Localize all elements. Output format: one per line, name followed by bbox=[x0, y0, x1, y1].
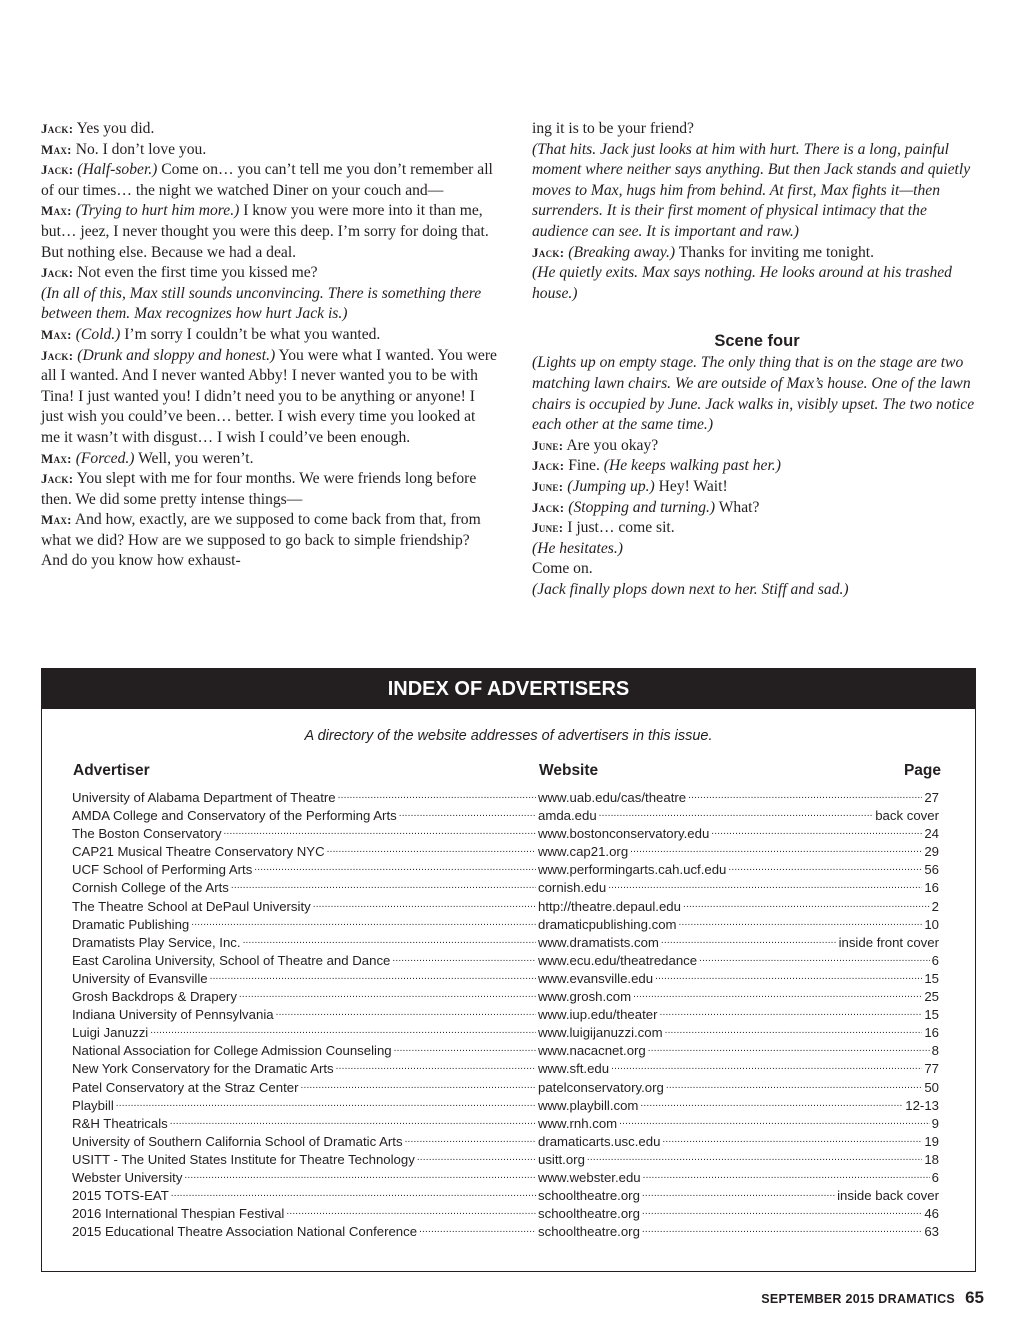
advertiser-page: 19 bbox=[924, 1133, 939, 1149]
script-paragraph bbox=[41, 119, 497, 140]
advertiser-website-cell bbox=[538, 970, 939, 988]
script-paragraph bbox=[41, 201, 497, 263]
advertiser-website[interactable]: schooltheatre.org bbox=[538, 1206, 640, 1222]
script-paragraph bbox=[41, 510, 497, 572]
dialogue-text: Thanks for inviting me tonight. bbox=[675, 243, 875, 261]
advertiser-page: 56 bbox=[924, 862, 939, 878]
advertiser-page: 50 bbox=[924, 1079, 939, 1095]
script-paragraph bbox=[41, 449, 497, 470]
advertiser-page: 29 bbox=[924, 844, 939, 860]
speaker-name: Jack: bbox=[41, 347, 74, 363]
dot-leader bbox=[611, 1060, 922, 1078]
script-paragraph bbox=[532, 140, 982, 243]
dot-leader bbox=[338, 789, 536, 807]
advertiser-row bbox=[42, 916, 975, 934]
script-block-scene-four bbox=[532, 353, 982, 600]
advertiser-name: USITT - The United States Institute for Theatre Technology bbox=[72, 1151, 415, 1167]
advertiser-row bbox=[42, 1223, 975, 1241]
stage-direction: (Jack finally plops down next to her. Stiff and sad.) bbox=[532, 580, 849, 598]
speaker-name: Max: bbox=[41, 326, 72, 342]
advertiser-row bbox=[42, 1024, 975, 1042]
advertiser-page: 18 bbox=[924, 1151, 939, 1167]
script-paragraph bbox=[41, 325, 497, 346]
advertiser-website-cell bbox=[538, 988, 939, 1006]
advertiser-page: 10 bbox=[924, 916, 939, 932]
advertiser-name-cell bbox=[72, 934, 538, 952]
dot-leader bbox=[286, 1205, 536, 1223]
dot-leader bbox=[599, 807, 874, 825]
script-paragraph bbox=[532, 539, 982, 560]
advertiser-row bbox=[42, 1205, 975, 1223]
advertiser-website[interactable]: www.performingarts.cah.ucf.edu bbox=[538, 862, 727, 878]
advertiser-name-cell bbox=[72, 1205, 538, 1223]
footer-issue: SEPTEMBER 2015 DRAMATICS bbox=[761, 1292, 956, 1306]
script-paragraph bbox=[532, 353, 982, 435]
page-footer bbox=[761, 1288, 984, 1308]
advertiser-table-body bbox=[42, 789, 975, 1241]
script-paragraph bbox=[41, 346, 497, 449]
dot-leader bbox=[666, 1079, 922, 1097]
advertiser-website-cell bbox=[538, 1205, 939, 1223]
advertiser-website[interactable]: www.sft.edu bbox=[538, 1061, 610, 1077]
advertiser-website[interactable]: usitt.org bbox=[538, 1151, 585, 1167]
advertiser-website[interactable]: www.evansville.edu bbox=[538, 970, 654, 986]
advertiser-name-cell bbox=[72, 1151, 538, 1169]
advertiser-page: 6 bbox=[931, 1169, 939, 1185]
stage-direction: (He hesitates.) bbox=[532, 539, 623, 557]
dot-leader bbox=[392, 952, 536, 970]
advertiser-name-cell bbox=[72, 1223, 538, 1241]
advertiser-page: back cover bbox=[875, 808, 939, 824]
advertiser-row bbox=[42, 898, 975, 916]
advertiser-name: The Theatre School at DePaul University bbox=[72, 898, 311, 914]
dot-leader bbox=[327, 843, 536, 861]
dialogue-text: Come on… you can’t tell me you don’t remember all of our times… the night we watched Diner on your couch and— bbox=[41, 161, 493, 199]
script-paragraph bbox=[41, 284, 497, 325]
advertiser-name-cell bbox=[72, 843, 538, 861]
advertiser-row bbox=[42, 807, 975, 825]
advertiser-row bbox=[42, 1006, 975, 1024]
dot-leader bbox=[239, 988, 536, 1006]
dot-leader bbox=[643, 1169, 930, 1187]
advertiser-row bbox=[42, 1115, 975, 1133]
stage-direction: (Forced.) bbox=[75, 449, 135, 467]
advertiser-website-cell bbox=[538, 843, 939, 861]
advertiser-name-cell bbox=[72, 879, 538, 897]
advertiser-name: University of Evansville bbox=[72, 970, 208, 986]
dot-leader bbox=[699, 952, 930, 970]
advertiser-name: Patel Conservatory at the Straz Center bbox=[72, 1079, 299, 1095]
advertiser-website-cell bbox=[538, 1060, 939, 1078]
script-block-scene-three-end bbox=[532, 119, 982, 304]
advertiser-name-cell bbox=[72, 1079, 538, 1097]
advertiser-name-cell bbox=[72, 1187, 538, 1205]
advertiser-name-cell bbox=[72, 1024, 538, 1042]
advertiser-name: University of Southern California School of Dramatic Arts bbox=[72, 1133, 403, 1149]
dot-leader bbox=[254, 861, 536, 879]
script-paragraph bbox=[532, 119, 982, 140]
advertiser-name-cell bbox=[72, 861, 538, 879]
advertiser-name-cell bbox=[72, 1133, 538, 1151]
speaker-name: Jack: bbox=[41, 162, 74, 178]
advertiser-name-cell bbox=[72, 898, 538, 916]
script-paragraph bbox=[532, 580, 982, 601]
advertiser-page: 9 bbox=[931, 1115, 939, 1131]
dot-leader bbox=[150, 1024, 536, 1042]
dot-leader bbox=[276, 1006, 536, 1024]
advertiser-website-cell bbox=[538, 1187, 939, 1205]
advertiser-row bbox=[42, 1042, 975, 1060]
advertiser-row bbox=[42, 1187, 975, 1205]
advertiser-name: University of Alabama Department of Theatre bbox=[72, 790, 336, 805]
advertiser-website[interactable]: http://theatre.depaul.edu bbox=[538, 898, 681, 914]
advertiser-name-cell bbox=[72, 988, 538, 1006]
advertiser-row bbox=[42, 879, 975, 897]
advertiser-name: 2015 Educational Theatre Association National Conference bbox=[72, 1224, 418, 1240]
advertiser-index bbox=[41, 668, 976, 1272]
dialogue-text: What? bbox=[715, 498, 760, 516]
script-paragraph bbox=[532, 498, 982, 519]
advertiser-website-cell bbox=[538, 952, 939, 970]
advertiser-page: 16 bbox=[924, 880, 939, 896]
advertiser-page: 24 bbox=[924, 826, 939, 842]
script-paragraph bbox=[532, 456, 982, 477]
stage-direction: (He keeps walking past her.) bbox=[603, 457, 781, 475]
advertiser-website-cell bbox=[538, 825, 939, 843]
script-column-left bbox=[41, 119, 497, 572]
advertiser-website-cell bbox=[538, 879, 939, 897]
speaker-name: Jack: bbox=[532, 499, 565, 515]
advertiser-name-cell bbox=[72, 825, 538, 843]
scene-heading: Scene four bbox=[714, 332, 800, 351]
column-header-advertiser: Advertiser bbox=[73, 762, 150, 779]
advertiser-row bbox=[42, 1133, 975, 1151]
dialogue-text: Are you okay? bbox=[563, 436, 659, 454]
advertiser-website[interactable]: www.playbill.com bbox=[538, 1097, 639, 1113]
dot-leader bbox=[633, 988, 922, 1006]
dot-leader bbox=[336, 1060, 536, 1078]
advertiser-website[interactable]: www.grosh.com bbox=[538, 989, 632, 1005]
advertiser-website[interactable]: schooltheatre.org bbox=[538, 1224, 640, 1240]
speaker-name: Jack: bbox=[532, 458, 565, 474]
advertiser-name-cell bbox=[72, 952, 538, 970]
advertiser-name: UCF School of Performing Arts bbox=[72, 862, 253, 878]
dot-leader bbox=[301, 1079, 537, 1097]
advertiser-row bbox=[42, 861, 975, 879]
advertiser-index-title: INDEX OF ADVERTISERS bbox=[42, 669, 975, 709]
stage-direction: (Lights up on empty stage. The only thing that is on the stage are two matching lawn chairs. We are outside of Max’s house. One of the lawn chairs is occupied by June. Jack walks in, visibly upset. The two notice each other at the same time.) bbox=[532, 354, 975, 434]
stage-direction: (In all of this, Max still sounds unconvincing. There is something there between them. Max recognizes how hurt Jack is.) bbox=[41, 284, 482, 323]
advertiser-name: Dramatists Play Service, Inc. bbox=[72, 934, 241, 950]
dot-leader bbox=[313, 898, 536, 916]
advertiser-page: 12-13 bbox=[905, 1097, 939, 1113]
advertiser-website-cell bbox=[538, 934, 939, 952]
advertiser-row bbox=[42, 1060, 975, 1078]
advertiser-website-cell bbox=[538, 916, 939, 934]
dot-leader bbox=[642, 1223, 922, 1241]
stage-direction: (Breaking away.) bbox=[568, 243, 676, 261]
dot-leader bbox=[405, 1133, 536, 1151]
advertiser-website[interactable]: www.iup.edu/theater bbox=[538, 1007, 658, 1023]
speaker-name: June: bbox=[532, 478, 564, 494]
script-paragraph bbox=[532, 263, 982, 304]
advertiser-name: New York Conservatory for the Dramatic Arts bbox=[72, 1061, 334, 1077]
advertiser-website-cell bbox=[538, 1133, 939, 1151]
advertiser-page: 2 bbox=[931, 898, 939, 914]
speaker-name: Max: bbox=[41, 141, 72, 157]
advertiser-name: Dramatic Publishing bbox=[72, 916, 190, 932]
dialogue-text: And how, exactly, are we supposed to come back from that, from what we did? How are we supposed to go back to simple friendship? And do you know how exhaust- bbox=[41, 511, 481, 570]
advertiser-website[interactable]: patelconservatory.org bbox=[538, 1079, 664, 1095]
stage-direction: (Stopping and turning.) bbox=[568, 498, 716, 516]
advertiser-row bbox=[42, 789, 975, 807]
column-header-page: Page bbox=[903, 762, 941, 779]
dialogue-text: ing it is to be your friend? bbox=[532, 120, 694, 137]
advertiser-name: Cornish College of the Arts bbox=[72, 880, 229, 896]
advertiser-page: 15 bbox=[924, 1007, 939, 1023]
advertiser-row bbox=[42, 970, 975, 988]
advertiser-website[interactable]: www.rnh.com bbox=[538, 1115, 618, 1131]
advertiser-name: Grosh Backdrops & Drapery bbox=[72, 989, 237, 1005]
advertiser-website-cell bbox=[538, 1024, 939, 1042]
speaker-name: Jack: bbox=[41, 471, 74, 487]
dialogue-text: No. I don’t love you. bbox=[71, 140, 207, 158]
advertiser-website-cell bbox=[538, 861, 939, 879]
stage-direction: (Jumping up.) bbox=[567, 477, 655, 495]
dot-leader bbox=[608, 879, 922, 897]
advertiser-website-cell bbox=[538, 1006, 939, 1024]
dot-leader bbox=[231, 879, 536, 897]
dialogue-text: Fine. bbox=[564, 457, 604, 475]
dialogue-text: I know you were more into it than me, but… jeez, I never thought you were this deep. I’m sorry for doing that. But nothing else. Because we had a deal. bbox=[41, 202, 489, 261]
advertiser-name: Luigi Januzzi bbox=[72, 1025, 149, 1041]
advertiser-page: 6 bbox=[931, 952, 939, 968]
script-paragraph bbox=[41, 140, 497, 161]
advertiser-page: 27 bbox=[924, 790, 939, 805]
advertiser-page: inside back cover bbox=[837, 1188, 939, 1204]
speaker-name: Max: bbox=[41, 203, 72, 219]
advertiser-name: National Association for College Admission Counseling bbox=[72, 1043, 392, 1059]
advertiser-website-cell bbox=[538, 1223, 939, 1241]
advertiser-website-cell bbox=[538, 1042, 939, 1060]
dot-leader bbox=[711, 825, 922, 843]
advertiser-row bbox=[42, 1169, 975, 1187]
advertiser-row bbox=[42, 1079, 975, 1097]
advertiser-row bbox=[42, 1151, 975, 1169]
dot-leader bbox=[655, 970, 922, 988]
dot-leader bbox=[171, 1187, 536, 1205]
dot-leader bbox=[660, 1006, 923, 1024]
advertiser-row bbox=[42, 825, 975, 843]
advertiser-name: The Boston Conservatory bbox=[72, 826, 222, 842]
advertiser-page: 46 bbox=[924, 1206, 939, 1222]
advertiser-name: Playbill bbox=[72, 1097, 114, 1113]
dot-leader bbox=[728, 861, 922, 879]
advertiser-website[interactable]: schooltheatre.org bbox=[538, 1188, 640, 1204]
advertiser-row bbox=[42, 988, 975, 1006]
advertiser-row bbox=[42, 934, 975, 952]
advertiser-website[interactable]: amda.edu bbox=[538, 808, 597, 824]
dot-leader bbox=[661, 934, 837, 952]
advertiser-website[interactable]: www.webster.edu bbox=[538, 1169, 641, 1185]
script-paragraph bbox=[41, 263, 497, 284]
dot-leader bbox=[419, 1223, 536, 1241]
stage-direction: (Drunk and sloppy and honest.) bbox=[77, 346, 276, 364]
script-paragraph bbox=[532, 436, 982, 457]
advertiser-website-cell bbox=[538, 1115, 939, 1133]
dot-leader bbox=[688, 789, 922, 807]
advertiser-website[interactable]: cornish.edu bbox=[538, 880, 607, 896]
advertiser-name-cell bbox=[72, 1169, 538, 1187]
advertiser-name: Indiana University of Pennsylvania bbox=[72, 1007, 274, 1023]
advertiser-name: CAP21 Musical Theatre Conservatory NYC bbox=[72, 844, 325, 860]
advertiser-website-cell bbox=[538, 807, 939, 825]
advertiser-name-cell bbox=[72, 807, 538, 825]
dialogue-text: You were what I wanted. You were all I wanted. And I never wanted Abby! I never wanted you to be with Tina! I just wanted you! I didn’t need you to be anything or anyone! I just wish you could’ve been… better. I wish every time you looked at me it wasn’t with disgust… I wish I could’ve been enough. bbox=[41, 346, 497, 446]
advertiser-website[interactable]: www.nacacnet.org bbox=[538, 1043, 646, 1059]
dot-leader bbox=[224, 825, 536, 843]
speaker-name: June: bbox=[532, 520, 564, 536]
dot-leader bbox=[683, 898, 930, 916]
advertiser-website[interactable]: www.bostonconservatory.edu bbox=[538, 826, 710, 842]
dialogue-text: You slept with me for four months. We were friends long before then. We did some pretty intense things— bbox=[41, 470, 477, 508]
advertiser-website-cell bbox=[538, 1079, 939, 1097]
advertiser-name: 2015 TOTS-EAT bbox=[72, 1188, 169, 1204]
advertiser-name-cell bbox=[72, 1042, 538, 1060]
dot-leader bbox=[394, 1042, 536, 1060]
advertiser-page: 16 bbox=[924, 1025, 939, 1041]
dot-leader bbox=[679, 916, 923, 934]
advertiser-website-cell bbox=[538, 1097, 939, 1115]
script-paragraph bbox=[532, 559, 982, 580]
dialogue-text: Not even the first time you kissed me? bbox=[73, 264, 318, 282]
script-column-right bbox=[532, 119, 982, 600]
stage-direction: (Cold.) bbox=[75, 325, 121, 343]
script-paragraph bbox=[532, 243, 982, 264]
stage-direction: (Half-sober.) bbox=[77, 161, 158, 179]
dot-leader bbox=[642, 1205, 922, 1223]
advertiser-page: 63 bbox=[924, 1224, 939, 1240]
advertiser-website[interactable]: www.uab.edu/cas/theatre bbox=[538, 790, 687, 805]
stage-direction: (That hits. Jack just looks at him with hurt. There is a long, painful moment where neither says anything. But then Jack stands and quietly moves to Max, hugs him from behind. At first, Max fights it—then surrenders. It is their first moment of physical intimacy that the audience can see. It is important and raw.) bbox=[532, 140, 971, 240]
advertiser-name: AMDA College and Conservatory of the Performing Arts bbox=[72, 808, 397, 824]
advertiser-name-cell bbox=[72, 970, 538, 988]
dialogue-text: Yes you did. bbox=[73, 120, 155, 137]
advertiser-name: R&H Theatricals bbox=[72, 1115, 168, 1131]
dialogue-text: Hey! Wait! bbox=[654, 477, 728, 495]
script-paragraph bbox=[41, 469, 497, 510]
dot-leader bbox=[665, 1024, 923, 1042]
speaker-name: Max: bbox=[41, 512, 72, 528]
advertiser-table-header bbox=[42, 762, 975, 784]
advertiser-row bbox=[42, 843, 975, 861]
advertiser-website-cell bbox=[538, 898, 939, 916]
speaker-name: Jack: bbox=[41, 265, 74, 281]
advertiser-name-cell bbox=[72, 1060, 538, 1078]
advertiser-website[interactable]: dramaticarts.usc.edu bbox=[538, 1133, 661, 1149]
dot-leader bbox=[210, 970, 536, 988]
dot-leader bbox=[191, 916, 536, 934]
advertiser-website[interactable]: www.cap21.org bbox=[538, 844, 629, 860]
advertiser-name: Webster University bbox=[72, 1169, 183, 1185]
advertiser-website[interactable]: www.dramatists.com bbox=[538, 934, 659, 950]
advertiser-name-cell bbox=[72, 789, 538, 807]
speaker-name: June: bbox=[532, 437, 564, 453]
dialogue-text: Well, you weren’t. bbox=[134, 449, 254, 467]
script-paragraph bbox=[532, 477, 982, 498]
dialogue-text: I just… come sit. bbox=[563, 519, 675, 537]
script-paragraph bbox=[532, 518, 982, 539]
advertiser-website-cell bbox=[538, 789, 939, 807]
advertiser-page: 8 bbox=[931, 1043, 939, 1059]
dot-leader bbox=[587, 1151, 922, 1169]
column-header-website: Website bbox=[539, 762, 599, 779]
advertiser-name-cell bbox=[72, 1097, 538, 1115]
dot-leader bbox=[640, 1097, 903, 1115]
dot-leader bbox=[399, 807, 536, 825]
page-number: 65 bbox=[965, 1288, 984, 1307]
stage-direction: (He quietly exits. Max says nothing. He looks around at his trashed house.) bbox=[532, 264, 952, 302]
advertiser-name: 2016 International Thespian Festival bbox=[72, 1206, 285, 1222]
dot-leader bbox=[170, 1115, 536, 1133]
advertiser-page: inside front cover bbox=[838, 934, 939, 950]
dot-leader bbox=[662, 1133, 922, 1151]
advertiser-page: 25 bbox=[924, 989, 939, 1005]
speaker-name: Max: bbox=[41, 450, 72, 466]
advertiser-page: 77 bbox=[924, 1061, 939, 1077]
dot-leader bbox=[116, 1097, 536, 1115]
stage-direction: (Trying to hurt him more.) bbox=[75, 202, 240, 220]
dot-leader bbox=[648, 1042, 930, 1060]
dot-leader bbox=[630, 843, 922, 861]
advertiser-row bbox=[42, 952, 975, 970]
advertiser-name-cell bbox=[72, 1006, 538, 1024]
dot-leader bbox=[417, 1151, 536, 1169]
dialogue-text: Come on. bbox=[532, 560, 593, 578]
speaker-name: Jack: bbox=[532, 244, 565, 260]
advertiser-row bbox=[42, 1097, 975, 1115]
advertiser-name-cell bbox=[72, 916, 538, 934]
dialogue-text: I’m sorry I couldn’t be what you wanted. bbox=[120, 325, 381, 343]
advertiser-index-intro: A directory of the website addresses of advertisers in this issue. bbox=[304, 728, 713, 744]
advertiser-website[interactable]: dramaticpublishing.com bbox=[538, 916, 677, 932]
dot-leader bbox=[243, 934, 536, 952]
advertiser-website[interactable]: www.luigijanuzzi.com bbox=[538, 1025, 663, 1041]
dot-leader bbox=[642, 1187, 835, 1205]
advertiser-website-cell bbox=[538, 1169, 939, 1187]
advertiser-page: 15 bbox=[924, 970, 939, 986]
script-paragraph bbox=[41, 160, 497, 201]
dot-leader bbox=[184, 1169, 536, 1187]
speaker-name: Jack: bbox=[41, 121, 74, 136]
advertiser-website[interactable]: www.ecu.edu/theatredance bbox=[538, 952, 698, 968]
dot-leader bbox=[619, 1115, 930, 1133]
advertiser-name: East Carolina University, School of Theatre and Dance bbox=[72, 952, 391, 968]
advertiser-name-cell bbox=[72, 1115, 538, 1133]
advertiser-website-cell bbox=[538, 1151, 939, 1169]
